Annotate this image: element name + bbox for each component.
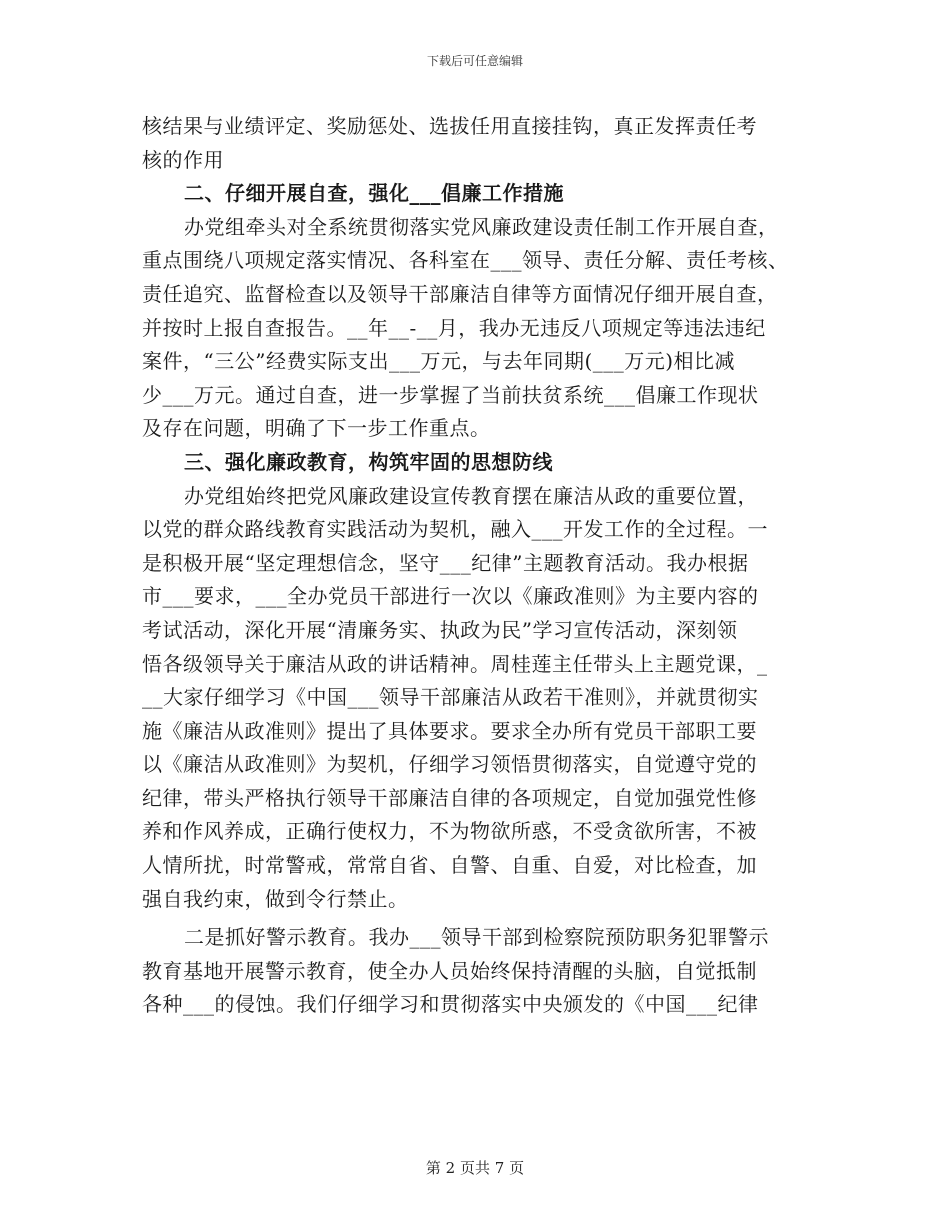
text-line: 人情所扰，时常警戒，常常自省、自警、自重、自爱，对比检查，加 [142, 853, 757, 878]
text-line: 核的作用 [142, 147, 224, 172]
text-line: 责任追究、监督检查以及领导干部廉洁自律等方面情况仔细开展自查， [142, 281, 778, 306]
text-line: 以党的群众路线教育实践活动为契机，融入___开发工作的全过程。一 [142, 517, 768, 542]
text-line: 二是抓好警示教育。我办___领导干部到检察院预防职务犯罪警示 [184, 925, 769, 950]
text-line: 及存在问题，明确了下一步工作重点。 [142, 416, 491, 441]
text-line: 考试活动，深化开展“清廉务实、执政为民”学习宣传活动，深刻领 [142, 617, 738, 642]
text-line: 案件，“三公”经费实际支出___万元，与去年同期(___万元)相比减 [142, 349, 736, 374]
text-line: 核结果与业绩评定、奖励惩处、选拔任用直接挂钩，真正发挥责任考 [142, 114, 757, 138]
text-line: 市___要求，___全办党员干部进行一次以《廉政准则》为主要内容的 [142, 584, 759, 609]
text-line: 以《廉洁从政准则》为契机，仔细学习领悟贯彻落实，自觉遵守党的 [142, 752, 757, 777]
text-line: 教育基地开展警示教育，使全办人员始终保持清醒的头脑，自觉抵制 [142, 958, 757, 983]
text-line: 各种___的侵蚀。我们仔细学习和贯彻落实中央颁发的《中国___纪律 [142, 992, 759, 1017]
text-line: 并按时上报自查报告。__年__-__月，我办无违反八项规定等违法违纪 [142, 315, 766, 340]
text-line: 纪律，带头严格执行领导干部廉洁自律的各项规定，自觉加强党性修 [142, 785, 757, 810]
text-line: 强自我约束，做到令行禁止。 [142, 886, 409, 911]
text-line: 重点围绕八项规定落实情况、各科室在___领导、责任分解、责任考核、 [142, 248, 789, 273]
document-body [142, 110, 822, 1022]
text-line: 办党组始终把党风廉政建设宣传教育摆在廉洁从政的重要位置， [184, 483, 758, 508]
section-heading: 三、强化廉政教育，构筑牢固的思想防线 [184, 449, 553, 474]
section-heading: 二、仔细开展自查，强化___倡廉工作措施 [184, 181, 564, 206]
text-line: __大家仔细学习《中国___领导干部廉洁从政若干准则》，并就贯彻实 [142, 685, 759, 710]
text-line: 办党组牵头对全系统贯彻落实党风廉政建设责任制工作开展自查， [184, 214, 779, 239]
page-footer: 第 2 页共 7 页 [425, 1159, 525, 1177]
text-line: 养和作风养成，正确行使权力，不为物欲所惑，不受贪欲所害，不被 [142, 819, 757, 844]
text-line: 悟各级领导关于廉洁从政的讲话精神。周桂莲主任带头上主题党课，_ [142, 651, 768, 676]
header-note: 下载后可任意编辑 [426, 54, 523, 68]
text-line: 少___万元。通过自查，进一步掌握了当前扶贫系统___倡廉工作现状 [142, 382, 759, 407]
text-line: 是积极开展“坚定理想信念，坚守___纪律”主题教育活动。我办根据 [142, 550, 749, 575]
text-line: 施《廉洁从政准则》提出了具体要求。要求全办所有党员干部职工要 [142, 718, 757, 743]
